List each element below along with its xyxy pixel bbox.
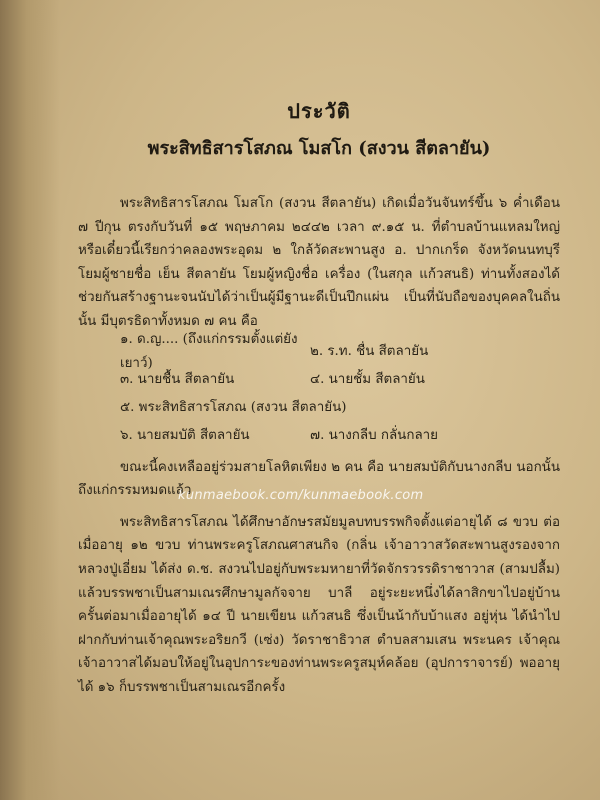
list-item: ๒. ร.ท. ชื่น สีตลายัน	[310, 343, 429, 359]
page-gutter-shadow	[0, 0, 60, 800]
list-item: ๖. นายสมบัติ สีตลายัน	[120, 427, 250, 443]
list-row	[78, 331, 560, 371]
page-content	[78, 95, 560, 700]
watermark: kunmaebook.com/kunmaebook.com	[178, 488, 424, 503]
page-title: ประวัติ	[287, 99, 351, 123]
list-row	[78, 366, 560, 394]
paragraph-education: พระสิทธิสารโสภณ ได้ศึกษาอักษรสมัยมูลบทบรรพกิจตั้งแต่อายุได้ ๘ ขวบ ต่อเมื่ออายุ ๑๒ ขวบ ท่านพระครูโสภณศาสนกิจ (กลิ่น เจ้าอาวาสวัดสะพานสูงรองจากหลวงปู่เอี่ยม ได้ส่ง ด.ช. สงวนไปอยู่กับพระมหายาที่วัดจักรวรรดิราชาวาส (สามปลื้ม) แล้วบรรพชาเป็นสามเณรศึกษามูลกัจจาย บาลี อยู่ระยะหนึ่งได้ลาสิกขาไปอยู่บ้าน ครั้นต่อมาเมื่ออายุได้ ๑๔ ปี นายเขียน แก้วสนธิ ซึ่งเป็นน้ากับบ้าแสง อยู่หุ่น ได้นำไปฝากกับท่านเจ้าคุณพระอริยกวี (เซ่ง) วัดราชาธิวาส ตำบลสามเสน พระนคร เจ้าคุณเจ้าอาวาสได้มอบให้อยู่ในอุปการะของท่านพระครูสมุห์คล้อย (อุปการาจารย์) พออายุได้ ๑๖ ก็บรรพชาเป็นสามเณรอีกครั้ง	[78, 514, 560, 695]
list-item: ๔. นายชั้ม สีตลายัน	[310, 371, 425, 387]
list-item: ๕. พระสิทธิสารโสภณ (สงวน สีตลายัน)	[120, 399, 347, 415]
list-row	[78, 394, 560, 422]
page-subtitle: พระสิทธิสารโสภณ โมสโก (สงวน สีตลายัน)	[147, 138, 491, 159]
list-row	[78, 422, 560, 450]
paragraph-siblings: ขณะนี้คงเหลืออยู่ร่วมสายโลหิตเพียง ๒ คน คือ นายสมบัติกับนางกลีบ นอกนั้นถึงแก่กรรมหมดแล้ว	[78, 459, 560, 499]
list-item: ๑. ด.ญ.... (ถึงแก่กรรมตั้งแต่ยังเยาว์)	[120, 331, 298, 371]
paragraph-birth: พระสิทธิสารโสภณ โมสโก (สงวน สีตลายัน) เกิดเมื่อวันจันทร์ขึ้น ๖ ค่ำเดือน ๗ ปีกุน ตรงกับวันที่ ๑๕ พฤษภาคม ๒๔๔๒ เวลา ๙.๑๕ น. ที่ตำบลบ้านแหลมใหญ่ หรือเดี๋ยวนี้เรียกว่าคลองพระอุดม ๒ ใกล้วัดสะพานสูง อ. ปากเกร็ด จังหวัดนนทบุรี โยมผู้ชายชื่อ เย็น สีตลายัน โยมผู้หญิงชื่อ เครื่อง (ในสกุล แก้วสนธิ) ท่านทั้งสองได้ช่วยกันสร้างฐานะจนนับได้ว่าเป็นผู้มีฐานะดีเป็นปึกแผ่น เป็นที่นับถือของบุคคลในถิ่นนั้น มีบุตรธิดาทั้งหมด ๗ คน คือ	[78, 196, 560, 329]
children-list	[78, 331, 560, 450]
list-item: ๓. นายชื้น สีตลายัน	[120, 371, 235, 387]
body-text	[78, 192, 560, 700]
list-item: ๗. นางกลีบ กลั่นกลาย	[310, 427, 439, 443]
